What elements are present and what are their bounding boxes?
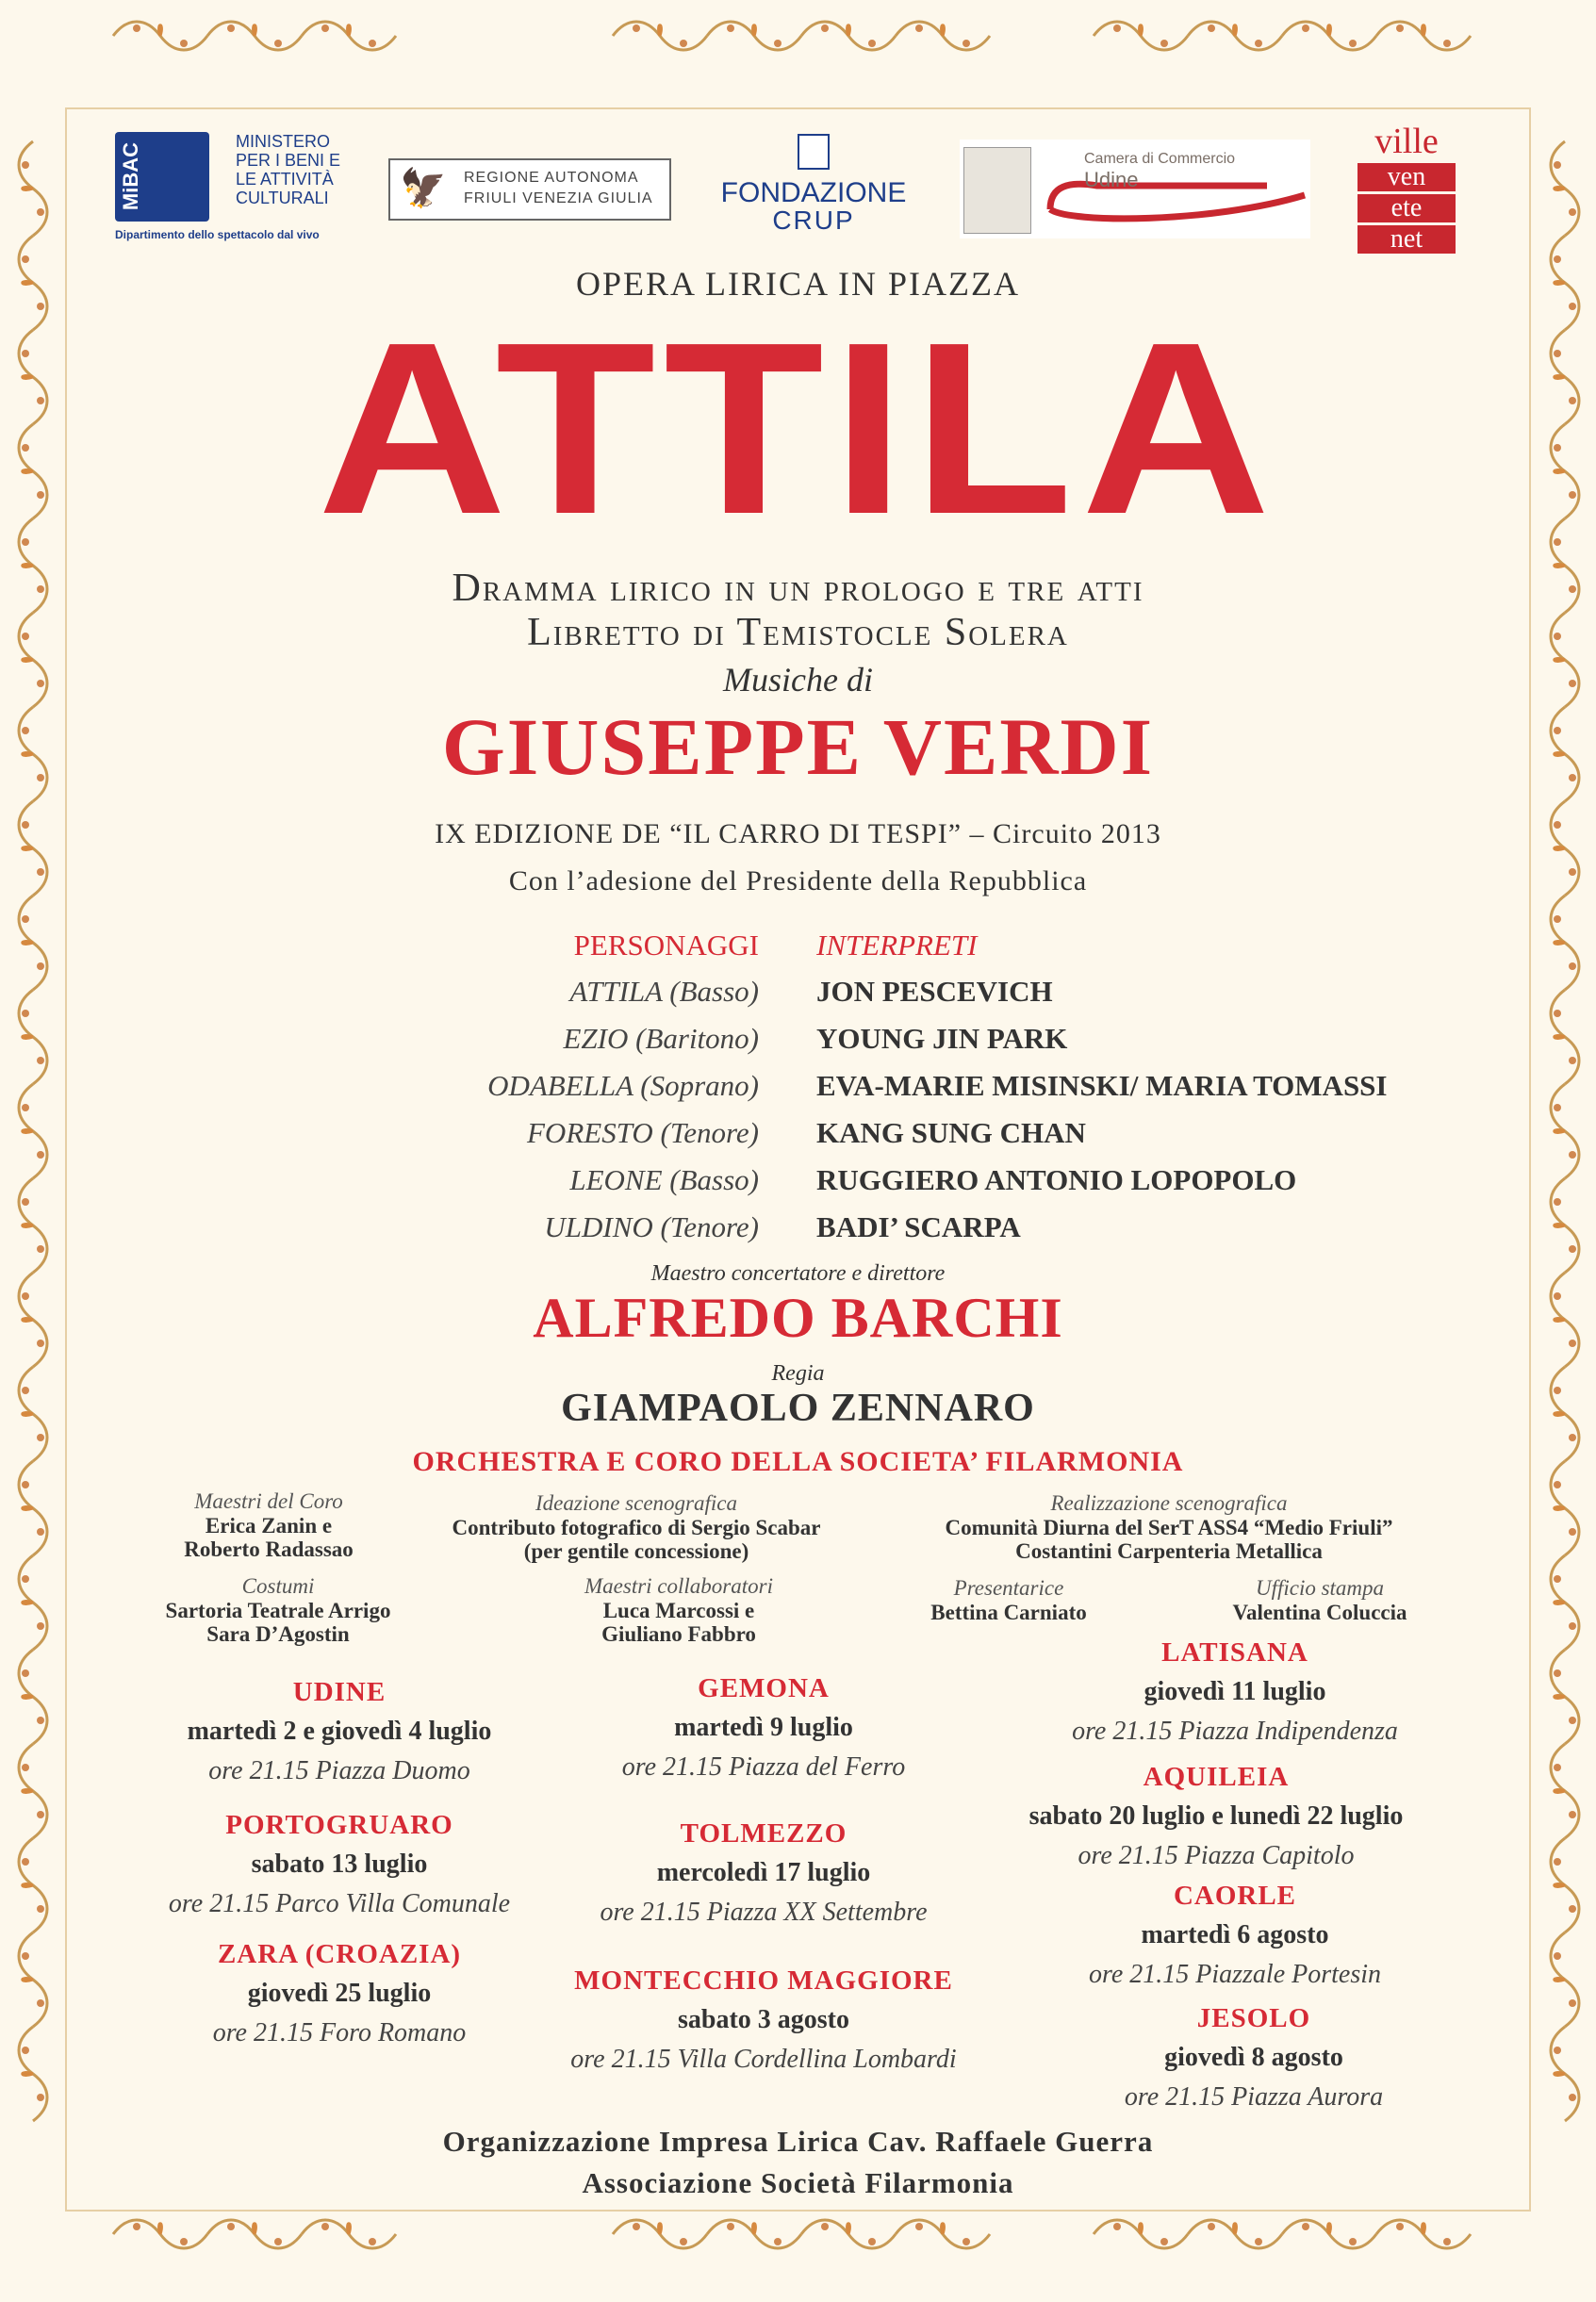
venue-udine <box>132 1672 547 1791</box>
venue-montecchio <box>528 1961 999 2080</box>
cast-name-2: YOUNG JIN PARK <box>816 1022 1068 1055</box>
adhesion: Con l’adesione del Presidente della Repubblica <box>508 865 1088 896</box>
composer: GIUSEPPE VERDI <box>441 701 1155 792</box>
venue-tolmezzo-place: ore 21.15 Piazza XX Settembre <box>600 1898 928 1927</box>
venue-portogruaro-city: PORTOGRUARO <box>225 1810 453 1840</box>
udine-crest <box>963 147 1031 234</box>
credit-realizzazione-name1: Comunità Diurna del SerT ASS4 “Medio Friuli” <box>945 1516 1393 1539</box>
eagle-icon: 🦅 <box>400 168 447 209</box>
cast-name-3: EVA-MARIE MISINSKI/ MARIA TOMASSI <box>816 1069 1388 1102</box>
mibac-abbr: MiBAC <box>119 141 142 211</box>
venue-latisana <box>1018 1633 1452 1751</box>
subtitle-2: Libretto di Temistocle Solera <box>527 611 1069 654</box>
mibac-line4: CULTURALI <box>236 189 329 207</box>
credit-coro-name2: Roberto Radassao <box>184 1537 354 1561</box>
credit-collaboratori-name1: Luca Marcossi e <box>602 1599 755 1622</box>
camera-line1: Camera di Commercio <box>1084 151 1236 167</box>
credit-realizzazione <box>886 1491 1452 1563</box>
venue-gemona <box>556 1669 971 1787</box>
mibac-sub: Dipartimento dello spettacolo dal vivo <box>115 228 320 241</box>
venue-aquileia-city: AQUILEIA <box>1143 1762 1290 1792</box>
credit-coro-role: Maestri del Coro <box>194 1489 343 1513</box>
venue-latisana-place: ore 21.15 Piazza Indipendenza <box>1072 1717 1398 1746</box>
venue-tolmezzo-date: mercoledì 17 luglio <box>656 1858 871 1887</box>
venue-latisana-city: LATISANA <box>1161 1637 1308 1668</box>
footer-line2: Associazione Società Filarmonia <box>582 2166 1014 2199</box>
venue-portogruaro <box>132 1805 547 1924</box>
mibac-line1: MINISTERO <box>236 132 331 151</box>
ville-line1: ville <box>1374 122 1439 161</box>
cast-name-4: KANG SUNG CHAN <box>816 1116 1086 1149</box>
venue-tolmezzo <box>556 1814 971 1932</box>
venue-jesolo-place: ore 21.15 Piazza Aurora <box>1124 2082 1384 2112</box>
ville-line2: ven <box>1357 163 1456 191</box>
cast-name-6: BADI’ SCARPA <box>816 1210 1021 1243</box>
venue-aquileia <box>980 1757 1452 1876</box>
conductor: ALFREDO BARCHI <box>533 1287 1063 1349</box>
venue-caorle-city: CAORLE <box>1173 1881 1297 1911</box>
venue-jesolo-city: JESOLO <box>1196 2003 1311 2033</box>
venue-zara <box>132 1934 547 2053</box>
venue-zara-date: giovedì 25 luglio <box>247 1979 432 2008</box>
venue-aquileia-date: sabato 20 luglio e lunedì 22 luglio <box>1028 1801 1404 1831</box>
footer-line1: Organizzazione Impresa Lirica Cav. Raffaele Guerra <box>442 2125 1154 2158</box>
venue-udine-city: UDINE <box>292 1677 387 1707</box>
credit-coro-name1: Erica Zanin e <box>205 1514 333 1537</box>
credit-collaboratori <box>537 1574 820 1646</box>
regione-line1: REGIONE AUTONOMA <box>464 170 639 186</box>
credit-realizzazione-name2: Costantini Carpenteria Metallica <box>1015 1539 1323 1563</box>
credit-costumi-name2: Sara D’Agostin <box>206 1622 350 1646</box>
director: GIAMPAOLO ZENNARO <box>561 1387 1035 1430</box>
camera-line2: Udine <box>1084 168 1139 191</box>
poster-title: ATTILA <box>317 292 1279 566</box>
venue-jesolo-date: giovedì 8 agosto <box>1164 2043 1343 2072</box>
fondazione-emblem <box>798 134 830 170</box>
venue-portogruaro-date: sabato 13 luglio <box>251 1850 428 1879</box>
credit-realizzazione-role: Realizzazione scenografica <box>1050 1491 1288 1515</box>
credit-costumi <box>132 1574 424 1646</box>
credit-ideazione <box>410 1491 863 1563</box>
credit-presentatrice-name1: Bettina Carniato <box>930 1601 1087 1624</box>
venue-caorle-date: martedì 6 agosto <box>1141 1920 1329 1949</box>
venue-montecchio-place: ore 21.15 Villa Cordellina Lombardi <box>570 2045 957 2074</box>
regione-line2: FRIULI VENEZIA GIULIA <box>464 190 653 206</box>
credit-costumi-name1: Sartoria Teatrale Arrigo <box>165 1599 391 1622</box>
fondazione-logo <box>705 134 922 247</box>
venue-zara-place: ore 21.15 Foro Romano <box>212 2018 467 2047</box>
venue-zara-city: ZARA (CROAZIA) <box>217 1939 462 1969</box>
cast-role-2: EZIO (Baritono) <box>563 1022 759 1055</box>
venue-udine-date: martedì 2 e giovedì 4 luglio <box>187 1717 492 1746</box>
venue-gemona-date: martedì 9 luglio <box>674 1713 853 1742</box>
credit-presentatrice-role: Presentarice <box>953 1576 1064 1600</box>
credit-collaboratori-role: Maestri collaboratori <box>584 1574 773 1598</box>
venue-gemona-city: GEMONA <box>698 1673 830 1703</box>
cast-role-1: ATTILA (Basso) <box>569 975 759 1008</box>
venue-caorle <box>1018 1876 1452 1995</box>
credit-stampa <box>1178 1576 1461 1624</box>
credit-stampa-role: Ufficio stampa <box>1255 1576 1385 1600</box>
cast-role-5: LEONE (Basso) <box>569 1163 759 1196</box>
regione-logo <box>388 158 671 221</box>
cast-role-3: ODABELLA (Soprano) <box>487 1069 759 1102</box>
cast-name-5: RUGGIERO ANTONIO LOPOPOLO <box>816 1163 1297 1196</box>
cast-role-4: FORESTO (Tenore) <box>527 1116 759 1149</box>
fondazione-line1: FONDAZIONE <box>720 177 907 208</box>
credit-coro <box>141 1489 396 1561</box>
credit-ideazione-name2: (per gentile concessione) <box>523 1539 749 1563</box>
credit-ideazione-name1: Contributo fotografico di Sergio Scabar <box>452 1516 821 1539</box>
venue-jesolo <box>1037 1998 1471 2117</box>
cast-name-1: JON PESCEVICH <box>816 975 1053 1008</box>
music-by: Musiche di <box>723 661 873 699</box>
cast-role-6: ULDINO (Tenore) <box>544 1210 759 1243</box>
credit-ideazione-role: Ideazione scenografica <box>535 1491 737 1515</box>
venue-tolmezzo-city: TOLMEZZO <box>680 1818 847 1849</box>
venue-caorle-place: ore 21.15 Piazzale Portesin <box>1088 1960 1382 1989</box>
venue-portogruaro-place: ore 21.15 Parco Villa Comunale <box>168 1889 511 1918</box>
ville-venete-logo <box>1350 123 1463 262</box>
roles-header: PERSONAGGI <box>573 929 759 962</box>
venue-montecchio-date: sabato 3 agosto <box>677 2005 849 2034</box>
mibac-line3: LE ATTIVITÀ <box>236 170 334 189</box>
subtitle-1: Dramma lirico in un prologo e tre atti <box>452 567 1144 610</box>
mibac-line2: PER I BENI E <box>236 151 341 170</box>
kicker: OPERA LIRICA IN PIAZZA <box>575 265 1020 303</box>
performers-header: INTERPRETI <box>816 929 978 962</box>
edition: IX EDIZIONE DE “IL CARRO DI TESPI” – Circuito 2013 <box>435 818 1161 849</box>
venue-gemona-place: ore 21.15 Piazza del Ferro <box>621 1752 906 1782</box>
venue-aquileia-place: ore 21.15 Piazza Capitolo <box>1078 1841 1355 1870</box>
mibac-logo <box>115 124 398 247</box>
credit-collaboratori-name2: Giuliano Fabbro <box>601 1622 756 1646</box>
conductor-role: Maestro concertatore e direttore <box>650 1261 946 1286</box>
venue-montecchio-city: MONTECCHIO MAGGIORE <box>574 1965 953 1996</box>
credit-presentatrice <box>881 1576 1136 1624</box>
orchestra: ORCHESTRA E CORO DELLA SOCIETA’ FILARMONIA <box>412 1446 1184 1477</box>
ville-line3: ete <box>1357 194 1456 222</box>
ville-line4: net <box>1357 225 1456 254</box>
fondazione-line2: CRUP <box>772 206 855 235</box>
venue-udine-place: ore 21.15 Piazza Duomo <box>208 1756 470 1785</box>
camera-logo <box>960 140 1310 238</box>
credit-costumi-role: Costumi <box>241 1574 315 1598</box>
credit-stampa-name1: Valentina Coluccia <box>1232 1601 1407 1624</box>
venue-latisana-date: giovedì 11 luglio <box>1144 1677 1326 1706</box>
director-role: Regia <box>771 1361 825 1386</box>
